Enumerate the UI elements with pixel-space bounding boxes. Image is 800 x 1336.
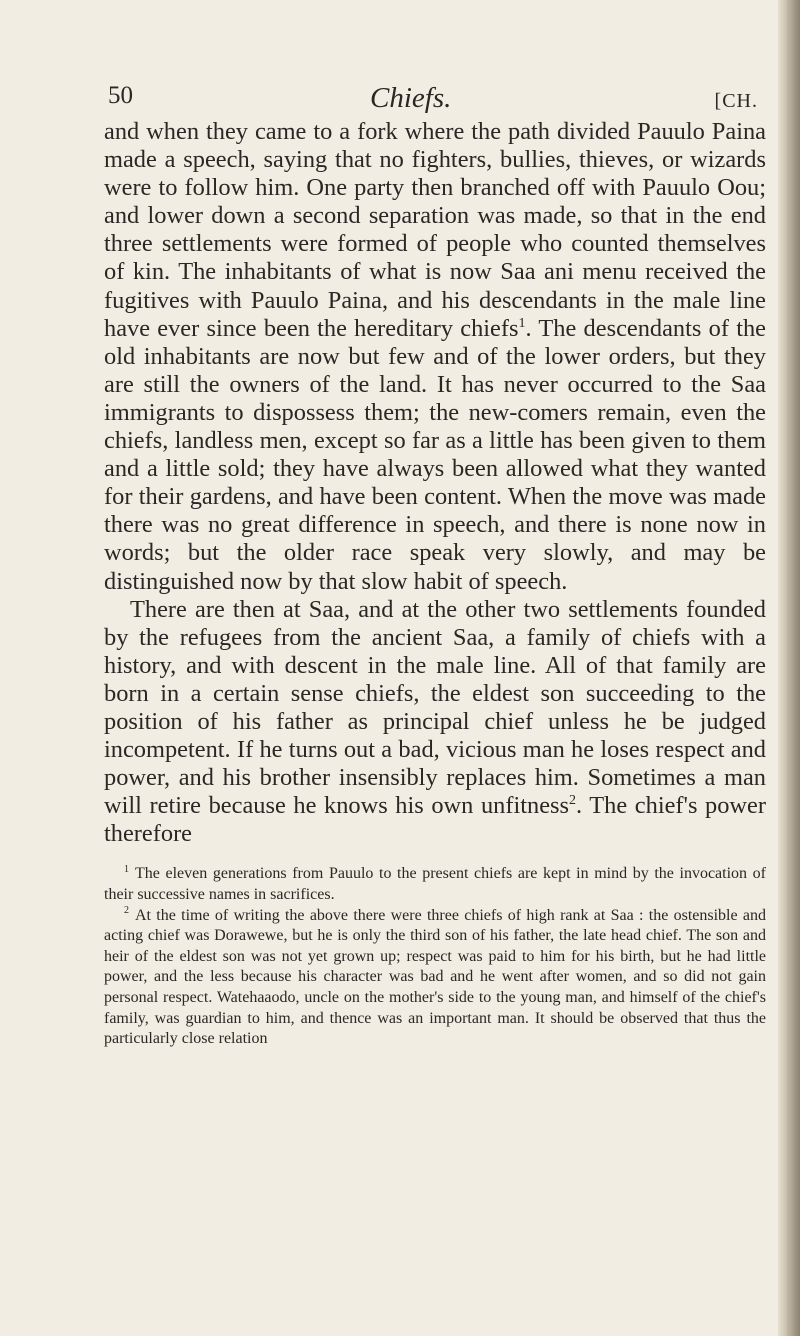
running-title: Chiefs. [370, 82, 452, 114]
paragraph-1-text-b: . The descendants of the old inhabitants are now but few and of the lower orders, but they are still the owners of the land. It has never occurred to the Saa immigrants to dispossess them; the new-comers remain, even the chiefs, landless men, except so far as a little has been given to them and a little sold; they have always been allowed what they wanted for their gardens, and have been content. When the move was made there was no great difference in speech, and there is none now in words; but the older race speak very slowly, and may be distinguished now by that slow habit of speech. [104, 314, 766, 595]
footnote-2-text: At the time of writing the above there were three chiefs of high rank at Saa : the ostensible and acting chief was Dorawewe, but he is only the third son of his father, the late head chief. The son and heir of the eldest son was not yet grown up; respect was paid to him for his birth, but he had little power, and the less because his character was bad and he went after women, and so did not gain personal respect. Watehaaodo, uncle on the mother's side to the young man, and himself of the chief's family, was guardian to him, and thence was an important man. It should be observed that thus the particularly close relation [104, 906, 766, 1048]
footnote-1-number: 1 [124, 864, 129, 876]
paragraph-2-text-a: There are then at Saa, and at the other two settlements founded by the refugees from the ancient Saa, a family of chiefs with a history, and with descent in the male line. All of that family are born in a certain sense chiefs, the eldest son succeeding to the position of his father as principal chief unless he be judged incompetent. If he turns out a bad, vicious man he loses respect and power, and his brother insensibly replaces him. Sometimes a man will retire because he knows his own unfitness [104, 595, 766, 820]
footnotes [104, 864, 766, 1049]
footnote-2 [104, 906, 766, 1050]
page-edge-line [787, 0, 790, 1336]
footnote-1-text: The eleven generations from Pauulo to the present chiefs are kept in mind by the invocation of their successive names in sacrifices. [104, 865, 766, 904]
chapter-marker: [CH. [714, 90, 758, 112]
footnote-ref-1[interactable]: 1 [518, 315, 526, 331]
paragraph-1 [104, 118, 766, 596]
paragraph-2 [104, 596, 766, 849]
footnote-2-number: 2 [124, 905, 129, 917]
footnote-1 [104, 864, 766, 905]
paragraph-1-text-a: and when they came to a fork where the path divided Pauulo Paina made a speech, saying that no fighters, bullies, thieves, or wizards were to follow him. One party then branched off with Pauulo Oou; and lower down a second separation was made, so that in the end three settlements were formed of people who counted themselves of kin. The inhabitants of what is now Saa ani menu received the fugitives with Pauulo Paina, and his descendants in the male line have ever since been the hereditary chiefs [104, 118, 766, 342]
page-header [104, 82, 766, 118]
footnote-ref-2[interactable]: 2 [569, 793, 577, 809]
book-page [104, 82, 766, 1050]
main-text [104, 118, 766, 848]
page-number: 50 [108, 82, 133, 109]
paragraph-2-text-b: . The chief's power therefore [104, 792, 766, 848]
